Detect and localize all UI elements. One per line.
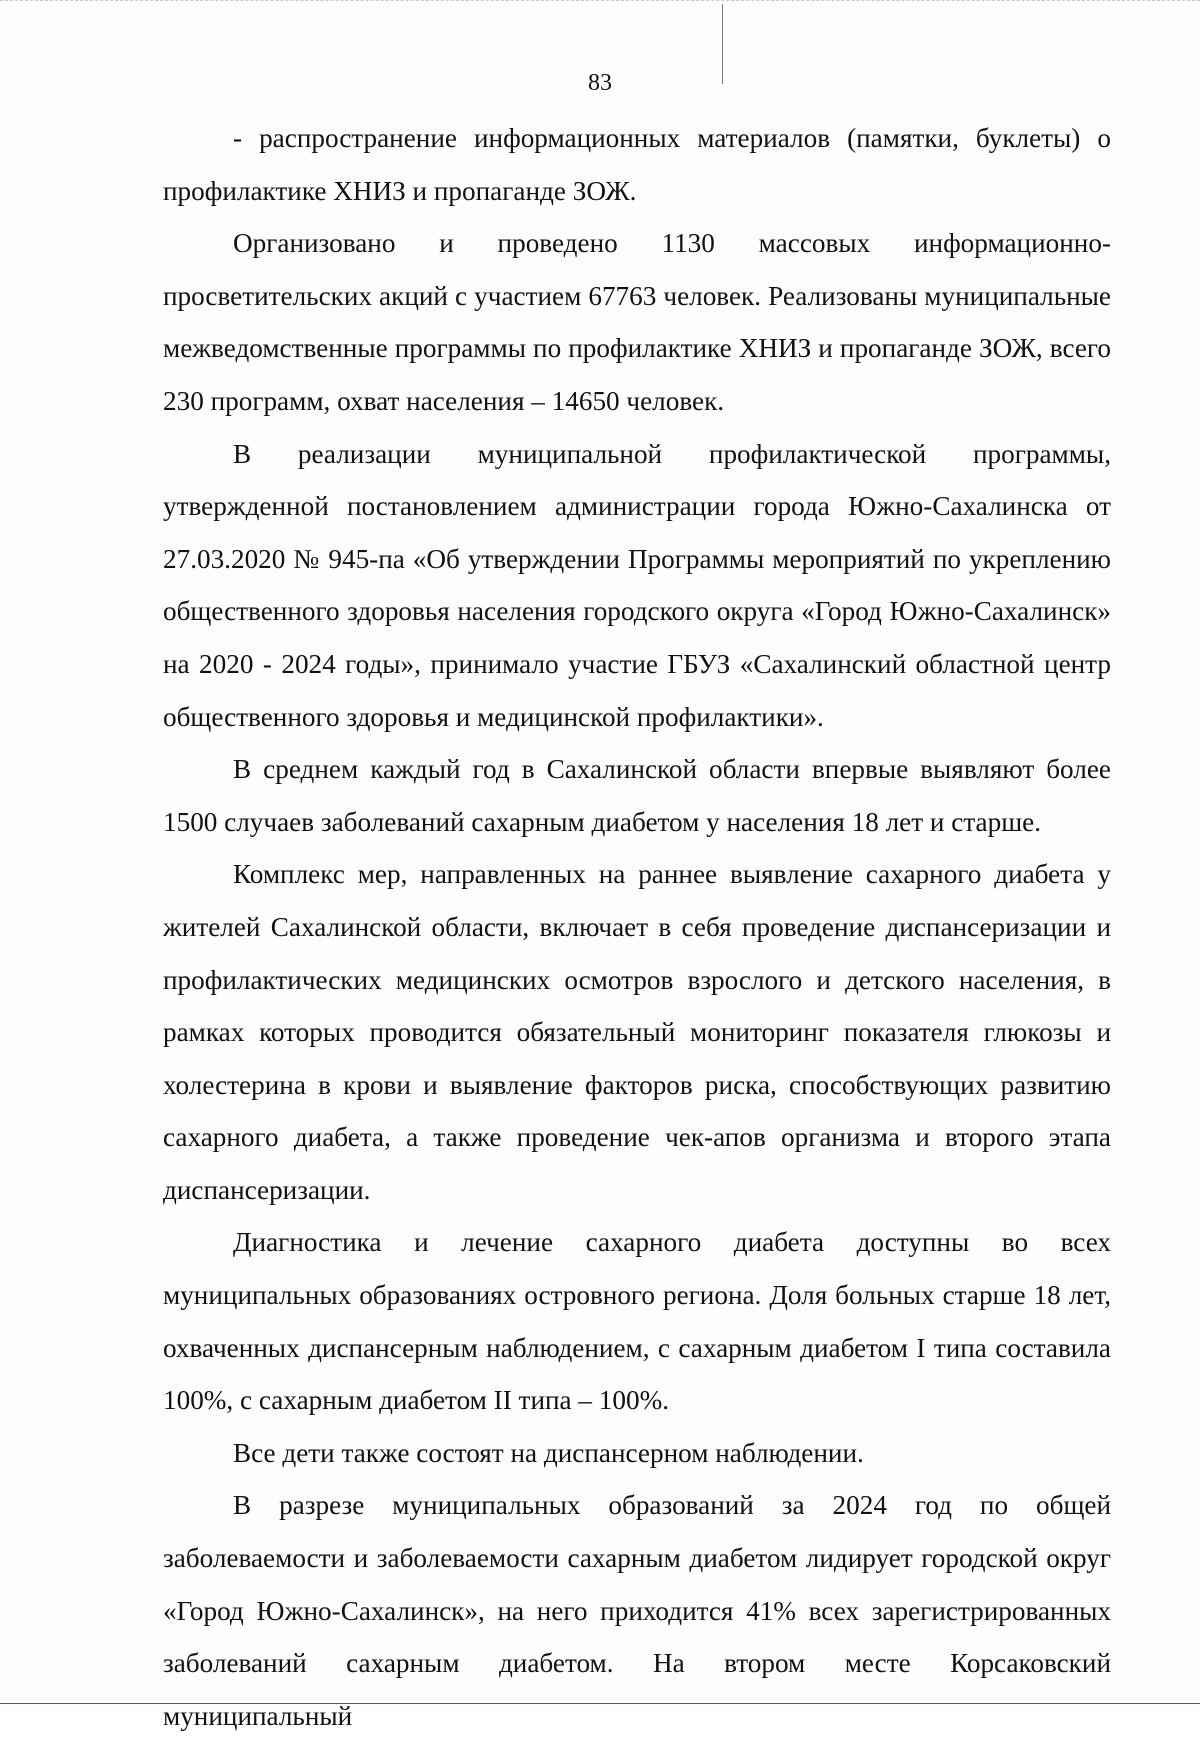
paragraph: - распространение информационных материалов (памятки, буклеты) о профилактике ХНИЗ и пропаганде ЗОЖ. [163, 123, 1111, 206]
paragraph: Все дети также состоят на диспансерном наблюдении. [233, 1437, 864, 1468]
page-number: 83 [588, 70, 612, 96]
paragraph: Организовано и проведено 1130 массовых информационно-просветительских акций с участием 67763 человек. Реализованы муниципальные межведомственные программы по профилактике ХНИЗ и пропаганде ЗОЖ, всего 230 программ, охват населения – 14650 человек. [163, 228, 1111, 416]
paragraph: В реализации муниципальной профилактической программы, утвержденной постановлением администрации города Южно-Сахалинска от 27.03.2020 № 945-па «Об утверждении Программы мероприятий по укреплению общественного здоровья населения городского округа «Город Южно-Сахалинск» на 2020 - 2024 годы», принимало участие ГБУЗ «Сахалинский областной центр общественного здоровья и медицинской профилактики». [163, 438, 1111, 732]
paragraph: В среднем каждый год в Сахалинской области впервые выявляют более 1500 случаев заболеваний сахарным диабетом у населения 18 лет и старше. [163, 754, 1111, 837]
paragraph: В разрезе муниципальных образований за 2024 год по общей заболеваемости и заболеваемости сахарным диабетом лидирует городской округ «Город Южно-Сахалинск», на него приходится 41% всех зарегистрированных заболеваний сахарным диабетом. На втором месте Корсаковский муниципальный [163, 1490, 1111, 1731]
paragraph: Диагностика и лечение сахарного диабета доступны во всех муниципальных образованиях островного региона. Доля больных старше 18 лет, охваченных диспансерным наблюдением, с сахарным диабетом I типа составила 100%, с сахарным диабетом II типа – 100%. [163, 1227, 1111, 1416]
scan-top-edge [0, 0, 1200, 7]
document-body [163, 112, 1111, 1742]
paragraph: Комплекс мер, направленных на раннее выявление сахарного диабета у жителей Сахалинской области, включает в себя проведение диспансеризации и профилактических медицинских осмотров взрослого и детского населения, в рамках которых проводится обязательный мониторинг показателя глюкозы и холестерина в крови и выявление факторов риска, способствующих развитию сахарного диабета, а также проведение чек-апов организма и второго этапа диспансеризации. [163, 859, 1111, 1205]
